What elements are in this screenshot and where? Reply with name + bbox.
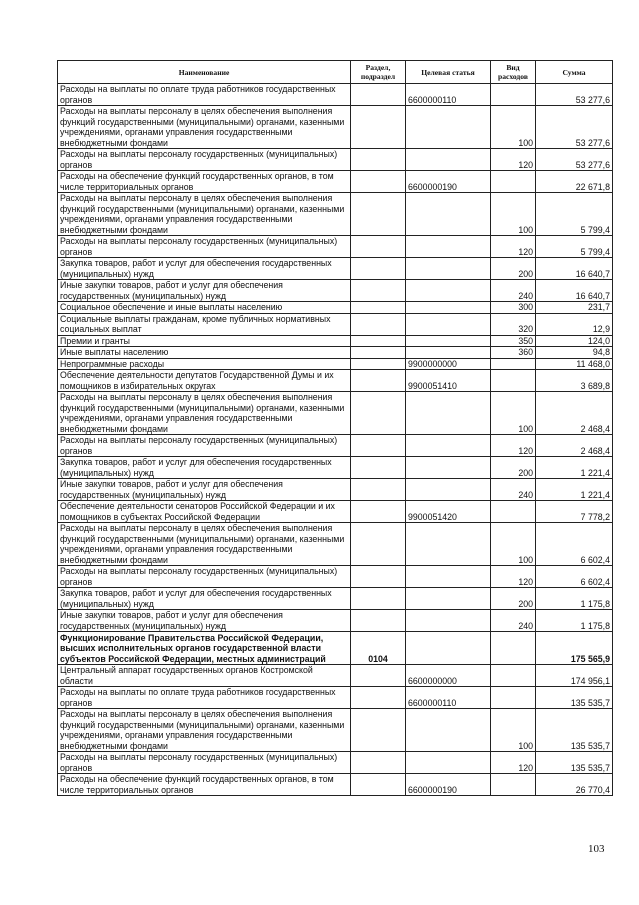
row-target xyxy=(406,588,491,610)
row-target xyxy=(406,347,491,359)
table-row xyxy=(58,588,613,610)
table-row xyxy=(58,774,613,796)
row-kind: 360 xyxy=(491,347,536,359)
row-target xyxy=(406,149,491,171)
row-target xyxy=(406,457,491,479)
row-target: 6600000000 xyxy=(406,665,491,687)
page-number: 103 xyxy=(588,843,605,855)
row-section xyxy=(351,435,406,457)
row-sum: 16 640,7 xyxy=(536,258,613,280)
row-kind: 200 xyxy=(491,457,536,479)
row-sum: 231,7 xyxy=(536,302,613,314)
row-section xyxy=(351,258,406,280)
row-sum: 5 799,4 xyxy=(536,236,613,258)
row-target: 9900000000 xyxy=(406,358,491,370)
row-name: Расходы на обеспечение функций государственных органов, в том числе территориальных органов xyxy=(58,774,351,796)
table-row xyxy=(58,687,613,709)
row-kind: 350 xyxy=(491,335,536,347)
row-section xyxy=(351,566,406,588)
row-section xyxy=(351,171,406,193)
row-section xyxy=(351,370,406,392)
row-target xyxy=(406,709,491,752)
row-kind: 120 xyxy=(491,236,536,258)
row-name: Иные закупки товаров, работ и услуг для обеспечения государственных (муниципальных) нужд xyxy=(58,610,351,632)
table-row xyxy=(58,358,613,370)
row-sum: 16 640,7 xyxy=(536,280,613,302)
table-body xyxy=(58,84,613,796)
row-sum: 7 778,2 xyxy=(536,501,613,523)
row-name: Закупка товаров, работ и услуг для обеспечения государственных (муниципальных) нужд xyxy=(58,258,351,280)
row-section xyxy=(351,457,406,479)
row-target: 6600000110 xyxy=(406,687,491,709)
row-sum: 53 277,6 xyxy=(536,106,613,149)
row-section: 0104 xyxy=(351,632,406,665)
row-target: 6600000190 xyxy=(406,171,491,193)
row-sum: 174 956,1 xyxy=(536,665,613,687)
row-sum: 1 221,4 xyxy=(536,479,613,501)
row-name: Иные закупки товаров, работ и услуг для обеспечения государственных (муниципальных) нужд xyxy=(58,280,351,302)
table-row xyxy=(58,665,613,687)
row-kind: 120 xyxy=(491,149,536,171)
row-target xyxy=(406,280,491,302)
row-kind: 320 xyxy=(491,313,536,335)
row-kind: 300 xyxy=(491,302,536,314)
row-kind xyxy=(491,774,536,796)
table-row xyxy=(58,280,613,302)
table-row xyxy=(58,149,613,171)
row-kind: 200 xyxy=(491,588,536,610)
table-row xyxy=(58,347,613,359)
row-section xyxy=(351,313,406,335)
row-name: Социальное обеспечение и иные выплаты населению xyxy=(58,302,351,314)
row-sum: 53 277,6 xyxy=(536,84,613,106)
table-row xyxy=(58,610,613,632)
row-kind xyxy=(491,687,536,709)
row-name: Расходы на выплаты персоналу государственных (муниципальных) органов xyxy=(58,236,351,258)
row-name: Премии и гранты xyxy=(58,335,351,347)
row-sum: 1 221,4 xyxy=(536,457,613,479)
row-kind: 100 xyxy=(491,106,536,149)
row-target xyxy=(406,313,491,335)
row-sum: 6 602,4 xyxy=(536,523,613,566)
row-name: Иные закупки товаров, работ и услуг для обеспечения государственных (муниципальных) нужд xyxy=(58,479,351,501)
row-kind xyxy=(491,632,536,665)
table-row xyxy=(58,566,613,588)
header-name: Наименование xyxy=(58,61,351,84)
row-kind xyxy=(491,171,536,193)
row-kind: 200 xyxy=(491,258,536,280)
table-row xyxy=(58,709,613,752)
row-sum: 22 671,8 xyxy=(536,171,613,193)
row-kind: 240 xyxy=(491,610,536,632)
table-header-row xyxy=(58,61,613,84)
row-section xyxy=(351,523,406,566)
row-section xyxy=(351,687,406,709)
row-name: Расходы на выплаты персоналу государственных (муниципальных) органов xyxy=(58,752,351,774)
row-kind xyxy=(491,501,536,523)
row-sum: 2 468,4 xyxy=(536,435,613,457)
header-kind: Вид расходов xyxy=(491,61,536,84)
row-name: Обеспечение деятельности депутатов Государственной Думы и их помощников в избирательных округах xyxy=(58,370,351,392)
row-kind: 240 xyxy=(491,479,536,501)
row-section xyxy=(351,774,406,796)
row-section xyxy=(351,709,406,752)
row-section xyxy=(351,610,406,632)
row-name: Расходы на выплаты персоналу в целях обеспечения выполнения функций государственными (муниципальными) органами, казенными учреждениями, органами управления государственными внебюджетными фондами xyxy=(58,193,351,236)
row-section xyxy=(351,479,406,501)
row-sum: 94,8 xyxy=(536,347,613,359)
row-kind xyxy=(491,84,536,106)
table-row xyxy=(58,479,613,501)
row-target xyxy=(406,566,491,588)
row-name: Расходы на выплаты персоналу государственных (муниципальных) органов xyxy=(58,435,351,457)
row-sum: 3 689,8 xyxy=(536,370,613,392)
row-target xyxy=(406,193,491,236)
table-row xyxy=(58,84,613,106)
row-target xyxy=(406,435,491,457)
row-name: Расходы на выплаты персоналу в целях обеспечения выполнения функций государственными (муниципальными) органами, казенными учреждениями, органами управления государственными внебюджетными фондами xyxy=(58,709,351,752)
row-sum: 124,0 xyxy=(536,335,613,347)
table-row xyxy=(58,193,613,236)
row-kind xyxy=(491,665,536,687)
table-row xyxy=(58,236,613,258)
row-section xyxy=(351,84,406,106)
row-name: Расходы на выплаты персоналу государственных (муниципальных) органов xyxy=(58,149,351,171)
row-sum: 1 175,8 xyxy=(536,610,613,632)
row-name: Обеспечение деятельности сенаторов Российской Федерации и их помощников в субъектах Российской Федерации xyxy=(58,501,351,523)
row-target: 6600000190 xyxy=(406,774,491,796)
row-section xyxy=(351,280,406,302)
row-target xyxy=(406,236,491,258)
table-row xyxy=(58,392,613,435)
row-name: Расходы на выплаты персоналу в целях обеспечения выполнения функций государственными (муниципальными) органами, казенными учреждениями, органами управления государственными внебюджетными фондами xyxy=(58,523,351,566)
row-name: Закупка товаров, работ и услуг для обеспечения государственных (муниципальных) нужд xyxy=(58,457,351,479)
row-sum: 6 602,4 xyxy=(536,566,613,588)
row-target: 6600000110 xyxy=(406,84,491,106)
row-sum: 53 277,6 xyxy=(536,149,613,171)
row-sum: 135 535,7 xyxy=(536,752,613,774)
row-section xyxy=(351,149,406,171)
row-target xyxy=(406,752,491,774)
row-target xyxy=(406,258,491,280)
budget-table xyxy=(57,60,613,796)
row-kind: 100 xyxy=(491,392,536,435)
table-row xyxy=(58,171,613,193)
row-name: Расходы на обеспечение функций государственных органов, в том числе территориальных органов xyxy=(58,171,351,193)
header-sum: Сумма xyxy=(536,61,613,84)
row-section xyxy=(351,358,406,370)
row-sum: 1 175,8 xyxy=(536,588,613,610)
table-row xyxy=(58,752,613,774)
row-name: Расходы на выплаты персоналу в целях обеспечения выполнения функций государственными (муниципальными) органами, казенными учреждениями, органами управления государственными внебюджетными фондами xyxy=(58,392,351,435)
row-kind: 120 xyxy=(491,566,536,588)
header-target: Целевая статья xyxy=(406,61,491,84)
row-name: Иные выплаты населению xyxy=(58,347,351,359)
row-target: 9900051420 xyxy=(406,501,491,523)
row-kind: 100 xyxy=(491,193,536,236)
row-target xyxy=(406,610,491,632)
row-section xyxy=(351,347,406,359)
row-name: Закупка товаров, работ и услуг для обеспечения государственных (муниципальных) нужд xyxy=(58,588,351,610)
row-sum: 12,9 xyxy=(536,313,613,335)
row-section xyxy=(351,501,406,523)
row-sum: 26 770,4 xyxy=(536,774,613,796)
table-row xyxy=(58,302,613,314)
row-section xyxy=(351,392,406,435)
row-sum: 135 535,7 xyxy=(536,709,613,752)
table-row xyxy=(58,457,613,479)
table-row xyxy=(58,258,613,280)
row-sum: 5 799,4 xyxy=(536,193,613,236)
row-target xyxy=(406,523,491,566)
row-target xyxy=(406,106,491,149)
row-section xyxy=(351,236,406,258)
row-target xyxy=(406,302,491,314)
row-kind: 100 xyxy=(491,709,536,752)
row-kind: 120 xyxy=(491,435,536,457)
row-kind xyxy=(491,358,536,370)
row-target xyxy=(406,392,491,435)
row-kind: 120 xyxy=(491,752,536,774)
row-name: Функционирование Правительства Российской Федерации, высших исполнительных органов государственной власти субъектов Российской Федерации, местных администраций xyxy=(58,632,351,665)
row-name: Расходы на выплаты персоналу государственных (муниципальных) органов xyxy=(58,566,351,588)
row-name: Расходы на выплаты по оплате труда работников государственных органов xyxy=(58,687,351,709)
table-row xyxy=(58,106,613,149)
header-section: Раздел, подраздел xyxy=(351,61,406,84)
row-section xyxy=(351,752,406,774)
row-target: 9900051410 xyxy=(406,370,491,392)
row-section xyxy=(351,302,406,314)
row-name: Центральный аппарат государственных органов Костромской области xyxy=(58,665,351,687)
row-kind: 240 xyxy=(491,280,536,302)
table-row xyxy=(58,313,613,335)
row-sum: 135 535,7 xyxy=(536,687,613,709)
row-sum: 2 468,4 xyxy=(536,392,613,435)
row-name: Непрограммные расходы xyxy=(58,358,351,370)
row-kind xyxy=(491,370,536,392)
table-row xyxy=(58,370,613,392)
table-row xyxy=(58,335,613,347)
row-section xyxy=(351,588,406,610)
table-row xyxy=(58,501,613,523)
row-name: Расходы на выплаты по оплате труда работников государственных органов xyxy=(58,84,351,106)
table-row xyxy=(58,523,613,566)
table-row xyxy=(58,435,613,457)
row-sum: 11 468,0 xyxy=(536,358,613,370)
row-target xyxy=(406,335,491,347)
row-kind: 100 xyxy=(491,523,536,566)
row-target xyxy=(406,479,491,501)
row-target xyxy=(406,632,491,665)
row-name: Социальные выплаты гражданам, кроме публичных нормативных социальных выплат xyxy=(58,313,351,335)
row-sum: 175 565,9 xyxy=(536,632,613,665)
table-row xyxy=(58,632,613,665)
row-section xyxy=(351,665,406,687)
row-section xyxy=(351,335,406,347)
row-section xyxy=(351,193,406,236)
row-section xyxy=(351,106,406,149)
row-name: Расходы на выплаты персоналу в целях обеспечения выполнения функций государственными (муниципальными) органами, казенными учреждениями, органами управления государственными внебюджетными фондами xyxy=(58,106,351,149)
